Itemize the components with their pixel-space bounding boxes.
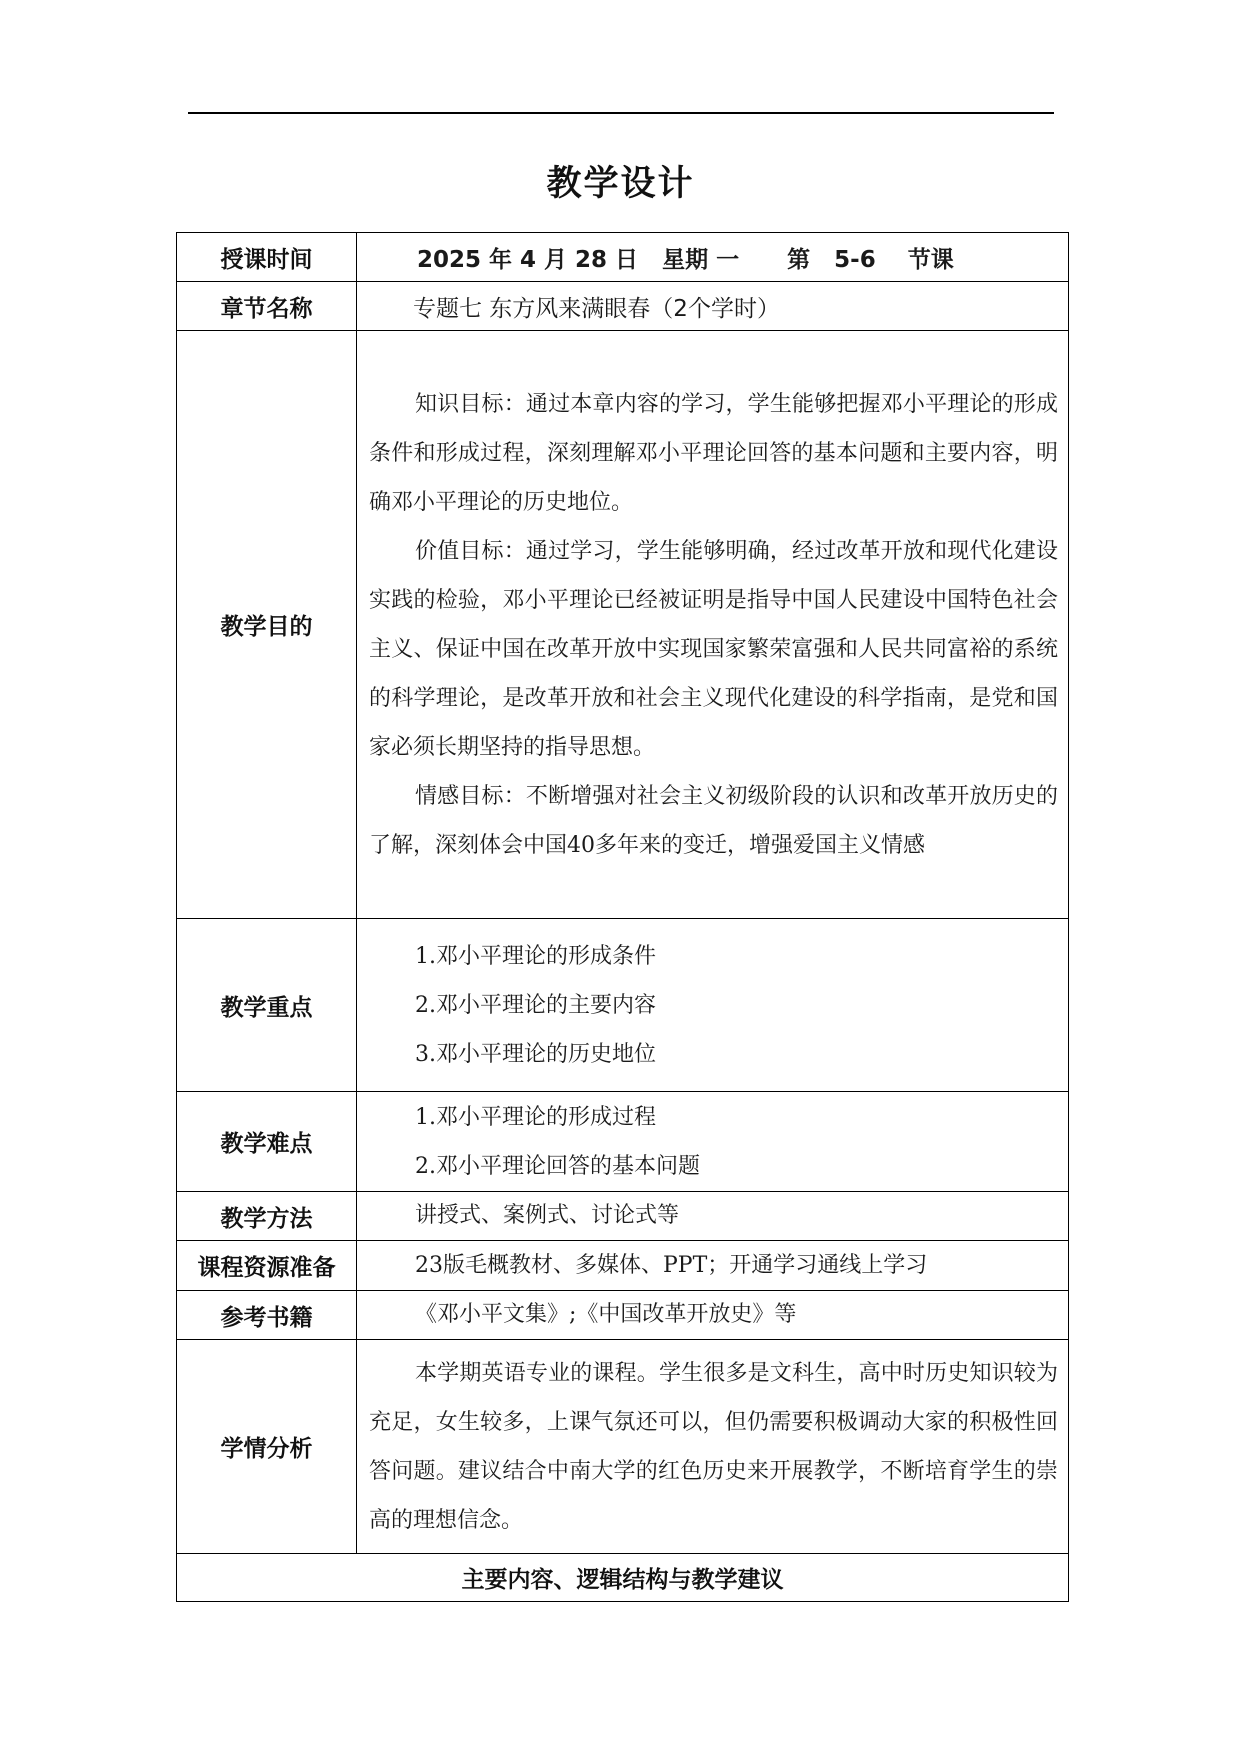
label-class-time: 授课时间 — [177, 233, 357, 282]
label-student-analysis: 学情分析 — [177, 1340, 357, 1554]
value-difficulties — [357, 1092, 1069, 1192]
row-student-analysis — [177, 1340, 1069, 1554]
value-teaching-objectives — [357, 331, 1069, 919]
difficulties-list — [357, 1093, 1068, 1191]
label-key-points: 教学重点 — [177, 919, 357, 1092]
label-difficulties: 教学难点 — [177, 1092, 357, 1192]
document-title: 教学设计 — [546, 164, 695, 204]
header-rule — [188, 112, 1054, 114]
student-analysis-text: 本学期英语专业的课程。学生很多是文科生，高中时历史知识较为充足，女生较多，上课气氛还可以，但仍需要积极调动大家的积极性回答问题。建议结合中南大学的红色历史来开展教学，不断培育学生的崇高的理想信念。 — [369, 1360, 1058, 1533]
label-course-resources: 课程资源准备 — [177, 1241, 357, 1291]
key-point-item: 1.邓小平理论的形成条件 — [415, 943, 656, 969]
main-content-heading: 主要内容、逻辑结构与教学建议 — [177, 1554, 1069, 1602]
objective-value: 价值目标：通过学习，学生能够明确，经过改革开放和现代化建设实践的检验，邓小平理论已经被证明是指导中国人民建设中国特色社会主义、保证中国在改革开放中实现国家繁荣富强和人民共同富裕的系统的科学理论，是改革开放和社会主义现代化建设的科学指南，是党和国家必须长期坚持的指导思想。 — [369, 538, 1058, 760]
label-teaching-methods: 教学方法 — [177, 1192, 357, 1241]
key-point-item: 3.邓小平理论的历史地位 — [415, 1041, 656, 1067]
difficulty-item: 2.邓小平理论回答的基本问题 — [415, 1153, 700, 1179]
references-text: 《邓小平文集》;《中国改革开放史》等 — [415, 1302, 797, 1327]
label-references: 参考书籍 — [177, 1291, 357, 1340]
row-class-time — [177, 233, 1069, 282]
value-class-time — [357, 233, 1069, 282]
value-course-resources — [357, 1241, 1069, 1291]
objective-knowledge: 知识目标：通过本章内容的学习，学生能够把握邓小平理论的形成条件和形成过程，深刻理解邓小平理论回答的基本问题和主要内容，明确邓小平理论的历史地位。 — [369, 391, 1058, 515]
row-main-content — [177, 1554, 1069, 1602]
chapter-name-text: 专题七 东方风来满眼春（2个学时） — [413, 295, 780, 322]
row-teaching-objectives — [177, 331, 1069, 919]
difficulty-item: 1.邓小平理论的形成过程 — [415, 1104, 656, 1130]
value-teaching-methods — [357, 1192, 1069, 1241]
row-course-resources — [177, 1241, 1069, 1291]
row-teaching-methods — [177, 1192, 1069, 1241]
value-references — [357, 1291, 1069, 1340]
value-student-analysis — [357, 1340, 1069, 1554]
objective-emotion: 情感目标：不断增强对社会主义初级阶段的认识和改革开放历史的了解，深刻体会中国40多年来的变迁，增强爱国主义情感 — [369, 783, 1058, 858]
class-time-text: 2025 年 4 月 28 日 星期 一 第 5-6 节课 — [417, 246, 954, 273]
row-difficulties — [177, 1092, 1069, 1192]
label-chapter-name: 章节名称 — [177, 282, 357, 331]
value-chapter-name — [357, 282, 1069, 331]
course-resources-text: 23版毛概教材、多媒体、PPT；开通学习通线上学习 — [415, 1252, 928, 1278]
row-references — [177, 1291, 1069, 1340]
teaching-methods-text: 讲授式、案例式、讨论式等 — [415, 1203, 680, 1228]
row-chapter-name — [177, 282, 1069, 331]
label-teaching-objectives: 教学目的 — [177, 331, 357, 919]
key-points-list — [357, 932, 1068, 1079]
key-point-item: 2.邓小平理论的主要内容 — [415, 992, 656, 1018]
lesson-plan-table — [176, 232, 1069, 1602]
row-key-points — [177, 919, 1069, 1092]
value-key-points — [357, 919, 1069, 1092]
